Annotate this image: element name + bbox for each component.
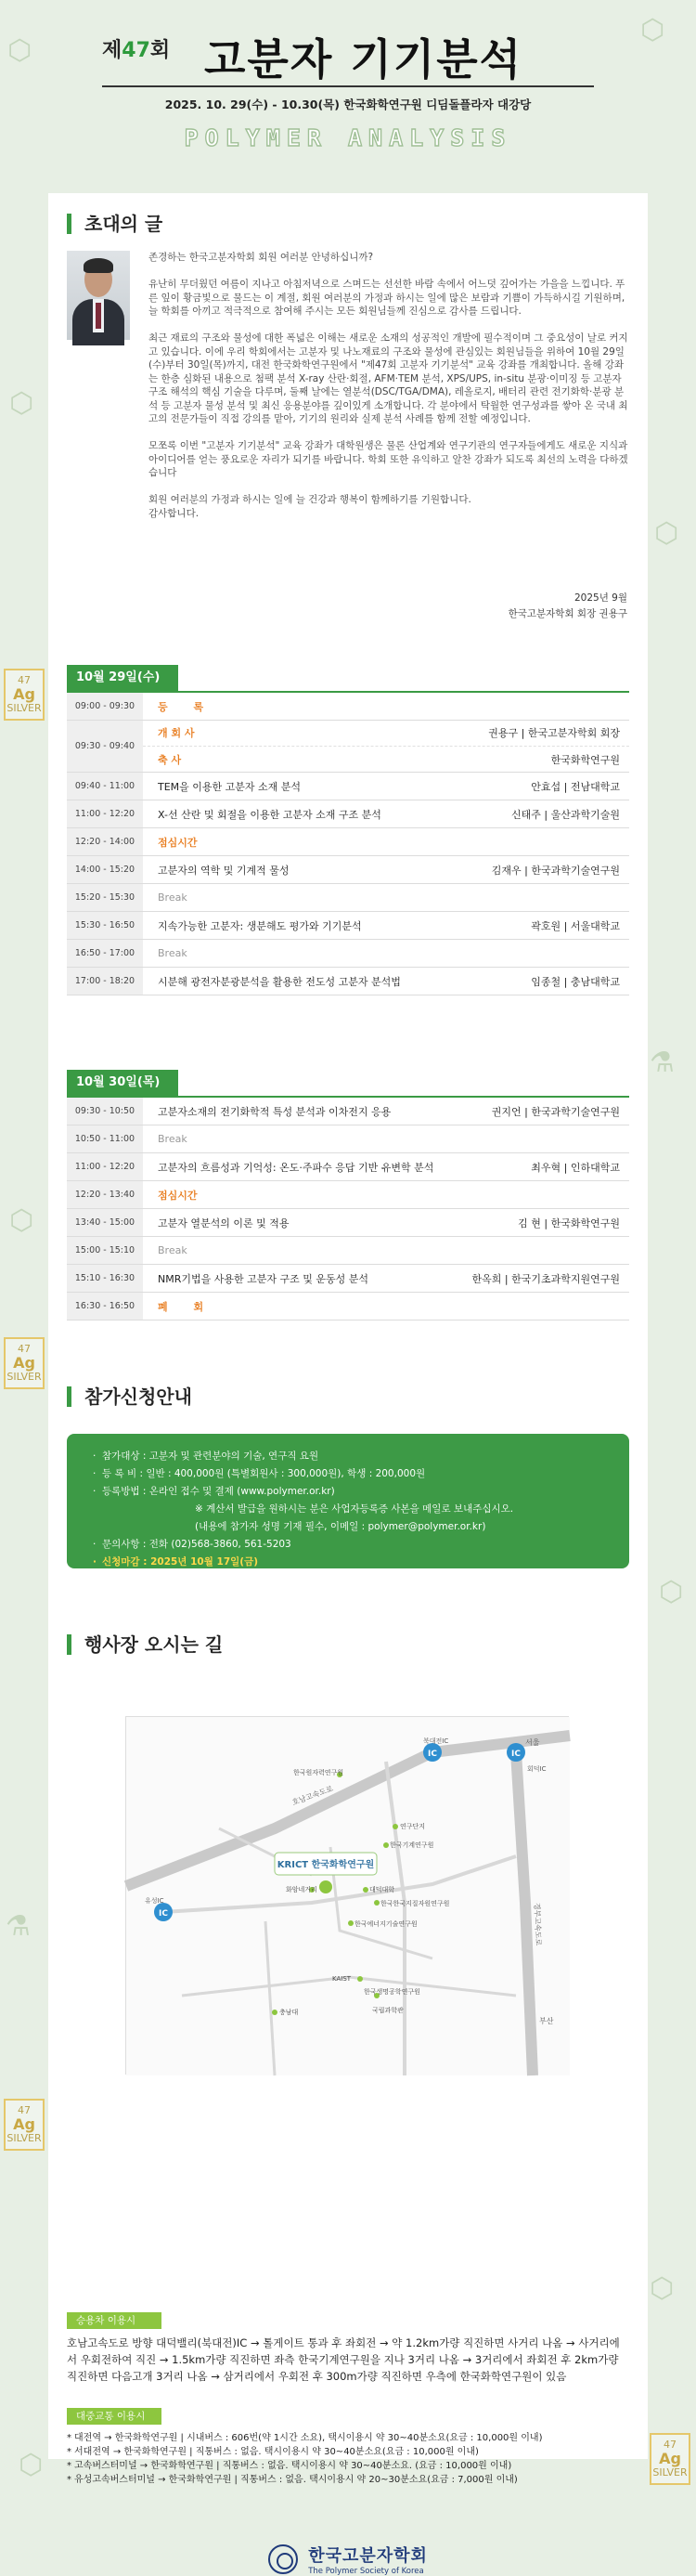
transit-route-item: * 고속버스터미널 → 한국화학연구원 | 직통버스 : 없음. 택시이용시 약 30~40분소요. (요금 : 10,000원 이내)	[67, 2459, 629, 2473]
session-time: 16:30 - 16:50	[67, 1293, 143, 1320]
map-label: 한국원자력연구원	[293, 1769, 344, 1776]
society-name-ko: 한국고분자학회	[308, 2546, 428, 2566]
map-label: 회덕IC	[527, 1765, 547, 1773]
session-title: 지속가능한 고분자: 생분해도 평가와 기기분석	[158, 919, 362, 932]
content-card	[48, 193, 648, 2576]
transit-route-item: * 서대전역 → 한국화학연구원 | 직통버스 : 없음. 택시이용시 약 30~40분소요(요금 : 10,000원 이내)	[67, 2445, 629, 2459]
schedule-row	[67, 800, 629, 828]
session-speaker: 최우혁 | 인하대학교	[531, 1161, 620, 1174]
schedule-row	[67, 1098, 629, 1125]
session-title: TEM을 이용한 고분자 소재 분석	[158, 780, 302, 793]
session-speaker: 한국화학연구원	[550, 753, 620, 766]
map-svg	[126, 1717, 570, 2075]
session-time: 11:00 - 12:20	[67, 1153, 143, 1180]
flask-icon: ⚗	[650, 1047, 675, 1079]
schedule-row	[67, 856, 629, 884]
map-label: 화암네거리	[286, 1886, 317, 1893]
map-label: 한국에너지기술연구원	[354, 1920, 418, 1928]
map-label: IC	[428, 1750, 437, 1759]
session-title: 점심시간	[158, 1189, 198, 1202]
map-label: 서울	[525, 1738, 540, 1747]
session-time: 15:20 - 15:30	[67, 884, 143, 911]
session-title: 축 사	[158, 753, 182, 766]
session-speaker: 임종철 | 충남대학교	[531, 975, 620, 988]
car-route-text: 호남고속도로 방향 대덕밸리(북대전)IC → 톨게이트 통과 후 좌회전 → 약 1.2km가량 직진하면 사거리 나옴 → 사거리에서 우회전하여 직진 → 1.5km가량 직진하면 좌측 한국기계연구원을 지나 3거리 나옴 → 3거리에서 좌회전 후 2km가량 직진하면 다음고개 3거리 나옴 → 삼거리에서 우회전 후 300m가량 직진하면 우측에 한국화학연구원이 있음	[67, 2336, 620, 2383]
day2-tab: 10월 30일(목)	[67, 1070, 178, 1096]
hexagon-molecule-icon: ⬡	[9, 1204, 34, 1237]
schedule-row	[67, 773, 629, 800]
schedule-row	[67, 1237, 629, 1265]
session-title: 고분자소재의 전기화학적 특성 분석과 이차전지 응용	[158, 1105, 392, 1118]
transit-route-tag: 대중교통 이용시	[67, 2408, 161, 2425]
schedule-row	[67, 884, 629, 912]
session-time: 09:00 - 09:30	[67, 693, 143, 720]
session-speaker: 신태주 | 울산과학기술원	[511, 808, 620, 821]
session-title: Break	[158, 947, 187, 959]
krict-label: KRICT 한국화학연구원	[277, 1860, 375, 1870]
element-tile-silver: 47 Ag SILVER	[4, 669, 45, 721]
session-title: Break	[158, 1133, 187, 1145]
transit-route-item: * 대전역 → 한국화학연구원 | 시내버스 : 606번(약 1시간 소요), 택시이용시 약 30~40분소요(요금 : 10,000원 이내)	[67, 2431, 629, 2445]
president-photo	[67, 251, 130, 340]
registration-line: · 등 록 비 : 일반 : 400,000원 (특별회원사 : 300,000원), 학생 : 200,000원	[93, 1465, 629, 1483]
schedule-row	[67, 1293, 629, 1321]
session-time: 15:10 - 16:30	[67, 1265, 143, 1292]
schedule-row	[67, 721, 629, 773]
session-title: 고분자 열분석의 이론 및 적용	[158, 1216, 290, 1229]
map-label: 한국생명공학연구원	[364, 1988, 420, 1996]
session-title: Break	[158, 1244, 187, 1256]
session-title: X-선 산란 및 회절을 이용한 고분자 소재 구조 분석	[158, 808, 381, 821]
session-time: 09:40 - 11:00	[67, 773, 143, 800]
map-label: 연구단지	[400, 1823, 426, 1830]
session-time: 14:00 - 15:20	[67, 856, 143, 883]
invitation-paragraph: 모쪼록 이번 "고분자 기기분석" 교육 강좌가 대학원생은 물론 산업계와 연구기관의 연구자들에게도 새로운 지식과 아이디어를 얻는 풍요로운 자리가 되기를 바랍니다. 학회 또한 유익하고 알찬 강좌가 되도록 최선의 노력을 다하겠습니다	[148, 440, 628, 478]
map-label: IC	[511, 1750, 521, 1759]
edition-number: 제47회	[102, 39, 171, 62]
session-speaker: 권용구 | 한국고분자학회 회장	[488, 727, 620, 739]
session-time: 17:00 - 18:20	[67, 968, 143, 995]
map-label: 충남대	[279, 2009, 299, 2016]
session-title: 고분자의 역학 및 기계적 물성	[158, 864, 290, 877]
hexagon-molecule-icon: ⬡	[650, 2272, 675, 2305]
registration-line: · 등록방법 : 온라인 접수 및 결제 (www.polymer.or.kr)	[93, 1483, 629, 1501]
flask-icon: ⚗	[6, 1910, 31, 1943]
session-title: 시분해 광전자분광분석을 활용한 전도성 고분자 분석법	[158, 975, 401, 988]
krict-location-pin-icon	[319, 1880, 332, 1893]
session-time: 15:00 - 15:10	[67, 1237, 143, 1264]
day1-tab: 10월 29일(수)	[67, 665, 178, 691]
map-label: KAIST	[332, 1975, 352, 1983]
car-route-tag: 승용차 이용시	[67, 2312, 161, 2329]
schedule-row	[67, 940, 629, 968]
map-label: 유성IC	[145, 1897, 164, 1905]
session-title: 등 록	[158, 700, 215, 713]
session-title: NMR기법을 사용한 고분자 구조 및 운동성 분석	[158, 1272, 368, 1285]
society-emblem-icon	[268, 2544, 298, 2574]
session-time: 16:50 - 17:00	[67, 940, 143, 967]
session-speaker: 김재우 | 한국과학기술연구원	[491, 864, 620, 877]
registration-contact: · 문의사항 : 전화 (02)568-3860, 561-5203	[93, 1536, 629, 1554]
element-tile-silver: 47 Ag SILVER	[650, 2433, 690, 2485]
invitation-paragraph: 유난히 무더웠던 여름이 지나고 아침저녁으로 스며드는 선선한 바람 속에서 어느덧 깊어가는 가을을 느낍니다. 푸른 잎이 황금빛으로 물드는 이 계절, 회원 여러분의 가정과 하시는 일에 많은 보람과 기쁨이 가득하시길 기원하며, 늘 학회를 아끼고 적극적으로 참여해 주시는 모든 회원님들께 진심으로 감사를 드립니다.	[148, 279, 625, 317]
signature-block	[509, 591, 627, 622]
society-logo	[48, 2543, 648, 2576]
transit-route-item: * 유성고속버스터미널 → 한국화학연구원 | 직통버스 : 없음. 택시이용시 약 20~30분소요(요금 : 7,000원 이내)	[67, 2473, 629, 2487]
registration-note: ※ 계산서 발급을 원하시는 분은 사업자등록증 사본을 메일로 보내주십시오.	[195, 1503, 514, 1515]
invitation-paragraph: 회원 여러분의 가정과 하시는 일에 늘 건강과 행복이 함께하기를 기원합니다. 감사합니다.	[148, 494, 471, 519]
invitation-body	[148, 251, 631, 534]
hexagon-molecule-icon: ⬡	[654, 517, 679, 550]
session-speaker: 안효섭 | 전남대학교	[531, 780, 620, 793]
map-label: 한국한국지질자원연구원	[380, 1900, 450, 1907]
schedule-row	[67, 1181, 629, 1209]
registration-note: (내용에 참가자 성명 기재 필수, 이메일 : polymer@polymer.or.kr)	[195, 1521, 486, 1532]
schedule-row	[67, 1265, 629, 1293]
map-label: 국립과학관	[372, 2007, 404, 2014]
registration-heading: 참가신청안내	[67, 1386, 192, 1407]
hexagon-molecule-icon: ⬡	[640, 14, 665, 46]
page-title: 고분자 기기분석	[204, 34, 523, 85]
hexagon-molecule-icon: ⬡	[7, 34, 32, 67]
element-tile-silver: 47 Ag SILVER	[4, 2099, 45, 2151]
session-speaker: 곽호원 | 서울대학교	[531, 919, 620, 932]
session-time: 09:30 - 09:40	[67, 721, 143, 772]
hexagon-molecule-icon: ⬡	[659, 1576, 684, 1608]
session-title: 고분자의 흐름성과 기억성: 온도·주파수 응답 기반 유변학 분석	[158, 1161, 434, 1174]
session-time: 12:20 - 13:40	[67, 1181, 143, 1208]
session-title: Break	[158, 891, 187, 904]
invitation-heading: 초대의 글	[67, 214, 162, 234]
invitation-paragraph: 최근 재료의 구조와 물성에 대한 폭넓은 이해는 새로운 소재의 성공적인 개발에 필수적이며 그 중요성이 날로 커지고 있습니다. 이에 우리 학회에서는 고분자 및 나노재료의 구조와 물성에 관심있는 회원님들을 위하여 10월 29일(수)부터 30일(목)까지, 대전 한국화학연구원에서 "제47회 고분자 기기분석" 교육 강좌를 개최합니다. 올해 강좌는 한층 심화된 내용으로 첨팩 분석 X-ray 산란·회절, AFM·TEM 분석, XPS/UPS, in-situ 분광·이미징 등 고분자 구조 해석의 핵심 기술을 다루며, 둘째 날에는 열분석(DSC/TGA/DMA), 레올로지, 배터리 관련 전기화학·분광 분석 등 고분자 물성 분석 및 최신 응용분야를 깊이있게 소개합니다. 각 분야에서 탁월한 연구성과를 쌓아 온 국내 최고의 전문가들이 직접 강의를 맡아, 기기의 원리와 실제 분석 사례를 함께 전할 예정입니다.	[148, 332, 628, 424]
map-label: 북대전IC	[423, 1737, 449, 1745]
society-name-en: The Polymer Society of Korea	[308, 2567, 424, 2576]
session-speaker: 김 현 | 한국화학연구원	[518, 1216, 620, 1229]
session-title: 점심시간	[158, 836, 198, 849]
session-title: 폐 회	[158, 1300, 215, 1313]
session-time: 13:40 - 15:00	[67, 1209, 143, 1236]
signature-name: 한국고분자학회 회장 권용구	[508, 608, 627, 619]
day2-schedule-table	[67, 1096, 629, 1321]
map-label: 호남고속도로	[290, 1784, 335, 1807]
map-label: 부산	[539, 2017, 554, 2025]
hexagon-molecule-icon: ⬡	[19, 2449, 44, 2481]
session-time: 15:30 - 16:50	[67, 912, 143, 939]
session-time: 12:20 - 14:00	[67, 828, 143, 855]
schedule-row	[67, 912, 629, 940]
session-time: 10:50 - 11:00	[67, 1125, 143, 1152]
schedule-row	[67, 1209, 629, 1237]
directions-heading: 행사장 오시는 길	[67, 1634, 223, 1655]
registration-line: · 참가대상 : 고분자 및 관련분야의 기술, 연구직 요원	[93, 1448, 629, 1465]
registration-deadline: · 신청마감 : 2025년 10월 17일(금)	[93, 1554, 629, 1571]
title-divider	[102, 85, 594, 87]
session-speaker: 한옥희 | 한국기초과학지원연구원	[471, 1272, 620, 1285]
session-title: 개 회 사	[158, 727, 195, 739]
hexagon-molecule-icon: ⬡	[9, 387, 34, 420]
signature-date: 2025년 9월	[574, 592, 627, 604]
invitation-paragraph: 존경하는 한국고분자학회 회원 여러분 안녕하십니까?	[148, 252, 374, 263]
schedule-row	[67, 968, 629, 995]
map-label: 대덕대학	[369, 1886, 395, 1893]
day1-schedule-table	[67, 691, 629, 995]
session-speaker: 권지언 | 한국과학기술연구원	[491, 1105, 620, 1118]
schedule-row	[67, 1153, 629, 1181]
session-time: 09:30 - 10:50	[67, 1098, 143, 1125]
location-map	[125, 1716, 569, 2075]
map-label: IC	[159, 1909, 168, 1919]
session-time: 11:00 - 12:20	[67, 800, 143, 827]
map-label: 경부고속도로	[533, 1902, 543, 1946]
element-tile-silver: 47 Ag SILVER	[4, 1337, 45, 1389]
schedule-row	[67, 693, 629, 721]
transit-route-list	[67, 2431, 629, 2487]
map-label: 한국기계연구원	[390, 1841, 434, 1849]
schedule-row	[67, 828, 629, 856]
event-date-venue: 2025. 10. 29(수) - 10.30(목) 한국화학연구원 디딤돌플라자 대강당	[164, 98, 532, 111]
polymer-analysis-banner: POLYMER ANALYSIS	[184, 124, 512, 151]
schedule-row	[67, 1125, 629, 1153]
poster-header	[0, 0, 696, 163]
registration-info-box	[67, 1434, 629, 1568]
